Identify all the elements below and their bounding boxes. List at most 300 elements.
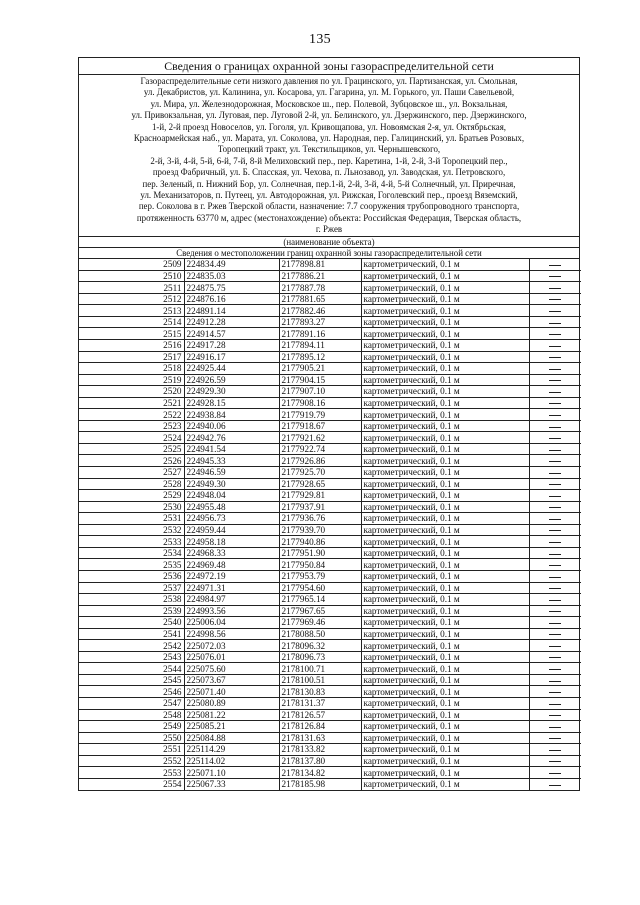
coordinate-x-cell: 224925.44 [184,363,279,375]
point-number-cell: 2539 [79,605,184,617]
description-cell [529,420,581,432]
description-line: ул. Механизаторов, п. Путеец, ул. Автодорожная, ул. Рижская, Гоголевский пер., проезд Вяземский, [140,190,518,201]
table-row [79,409,581,421]
table-row [79,305,581,317]
coordinate-y-cell: 2177928.65 [279,478,361,490]
table-row [79,709,581,721]
description-line: ул. Декабристов, ул. Калинина, ул. Косарова, ул. Гагарина, ул. М. Горького, ул. Паши Савельевой, [143,87,515,98]
coordinate-y-cell: 2177894.11 [279,340,361,352]
description-line: г. Ржев [315,224,343,235]
coordinate-x-cell: 224972.19 [184,570,279,582]
point-number-cell: 2521 [79,397,184,409]
description-line: Торопецкий тракт, ул. Текстильщиков, ул. Чернышевского, [217,144,441,155]
point-number-cell: 2531 [79,513,184,525]
description-cell [529,293,581,305]
coordinate-x-cell: 225067.33 [184,778,279,790]
coordinate-x-cell: 225073.67 [184,674,279,686]
point-number-cell: 2526 [79,455,184,467]
point-number-cell: 2523 [79,420,184,432]
coordinate-y-cell: 2177904.15 [279,374,361,386]
coordinate-y-cell: 2177918.67 [279,420,361,432]
coordinate-y-cell: 2178088.50 [279,628,361,640]
point-number-cell: 2538 [79,594,184,606]
table-row [79,340,581,352]
coordinate-y-cell: 2177950.84 [279,559,361,571]
method-cell: картометрический, 0.1 м [361,536,529,548]
dash-icon [549,461,561,462]
point-number-cell: 2528 [79,478,184,490]
coordinate-y-cell: 2177969.46 [279,617,361,629]
method-cell: картометрический, 0.1 м [361,420,529,432]
table-row [79,605,581,617]
table-row [79,640,581,652]
dash-icon [549,450,561,451]
coordinate-x-cell: 224912.28 [184,316,279,328]
dash-icon [549,646,561,647]
object-name-label: (наименование объекта) [79,236,579,248]
method-cell: картометрический, 0.1 м [361,697,529,709]
description-line: пер. Соколова в г. Ржев Тверской области, назначение: 7.7 сооружения трубопроводного транспорта, [138,201,520,212]
coordinate-y-cell: 2177882.46 [279,305,361,317]
method-cell: картометрический, 0.1 м [361,443,529,455]
point-number-cell: 2542 [79,640,184,652]
method-cell: картометрический, 0.1 м [361,744,529,756]
table-row [79,467,581,479]
coordinate-y-cell: 2178131.37 [279,697,361,709]
description-cell [529,478,581,490]
coordinate-x-cell: 225072.03 [184,640,279,652]
dash-icon [549,357,561,358]
method-cell: картометрический, 0.1 м [361,674,529,686]
description-cell [529,351,581,363]
coordinate-y-cell: 2177965.14 [279,594,361,606]
dash-icon [549,392,561,393]
dash-icon [549,346,561,347]
coordinate-x-cell: 224928.15 [184,397,279,409]
coordinate-x-cell: 224955.48 [184,501,279,513]
coordinate-y-cell: 2178126.57 [279,709,361,721]
dash-icon [549,334,561,335]
description-cell [529,524,581,536]
point-number-cell: 2520 [79,386,184,398]
table-row [79,663,581,675]
table-row [79,570,581,582]
dash-icon [549,288,561,289]
coordinate-x-cell: 225114.29 [184,744,279,756]
dash-icon [549,438,561,439]
page-number: 135 [309,32,331,47]
coordinate-y-cell: 2177908.16 [279,397,361,409]
method-cell: картометрический, 0.1 м [361,351,529,363]
method-cell: картометрический, 0.1 м [361,605,529,617]
dash-icon [549,507,561,508]
description-cell [529,409,581,421]
point-number-cell: 2540 [79,617,184,629]
description-cell [529,617,581,629]
coordinate-y-cell: 2178100.71 [279,663,361,675]
description-cell [529,570,581,582]
coordinate-x-cell: 224942.76 [184,432,279,444]
table-row [79,282,581,294]
dash-icon [549,565,561,566]
dash-icon [549,577,561,578]
dash-icon [549,554,561,555]
description-line: проезд Фабричный, ул. Б. Спасская, ул. Чехова, п. Льнозавод, ул. Заводская, ул. Петровского, [152,167,506,178]
method-cell: картометрический, 0.1 м [361,340,529,352]
method-cell: картометрический, 0.1 м [361,628,529,640]
method-cell: картометрический, 0.1 м [361,513,529,525]
description-cell [529,651,581,663]
description-cell [529,282,581,294]
table-row [79,721,581,733]
dash-icon [549,623,561,624]
point-number-cell: 2543 [79,651,184,663]
coordinate-y-cell: 2177895.12 [279,351,361,363]
point-number-cell: 2519 [79,374,184,386]
table-row [79,478,581,490]
table-row [79,651,581,663]
description-cell [529,270,581,282]
point-number-cell: 2517 [79,351,184,363]
coordinate-y-cell: 2177939.70 [279,524,361,536]
coordinate-x-cell: 224949.30 [184,478,279,490]
description-cell [529,328,581,340]
method-cell: картометрический, 0.1 м [361,524,529,536]
description-line: ул. Мира, ул. Железнодорожная, Московское ш., пер. Полевой, Зубцовское ш., ул. Вокзальная, [150,98,508,109]
coordinate-y-cell: 2177921.62 [279,432,361,444]
coordinate-x-cell: 224968.33 [184,547,279,559]
table-row [79,259,581,271]
point-number-cell: 2527 [79,467,184,479]
dash-icon [549,530,561,531]
description-cell [529,686,581,698]
point-number-cell: 2546 [79,686,184,698]
method-cell: картометрический, 0.1 м [361,778,529,790]
coordinate-y-cell: 2177951.90 [279,547,361,559]
coordinate-x-cell: 225076.01 [184,651,279,663]
point-number-cell: 2554 [79,778,184,790]
method-cell: картометрический, 0.1 м [361,755,529,767]
coordinate-x-cell: 225084.88 [184,732,279,744]
coordinate-y-cell: 2177929.81 [279,490,361,502]
coordinate-y-cell: 2177919.79 [279,409,361,421]
method-cell: картометрический, 0.1 м [361,293,529,305]
table-row [79,501,581,513]
table-row [79,674,581,686]
method-cell: картометрический, 0.1 м [361,490,529,502]
coordinate-x-cell: 225085.21 [184,721,279,733]
coordinate-y-cell: 2178134.82 [279,767,361,779]
description-cell [529,305,581,317]
table-row [79,547,581,559]
dash-icon [549,773,561,774]
description-cell [529,455,581,467]
point-number-cell: 2534 [79,547,184,559]
coordinate-y-cell: 2177954.60 [279,582,361,594]
description-cell [529,594,581,606]
description-cell [529,340,581,352]
table-row [79,744,581,756]
point-number-cell: 2529 [79,490,184,502]
point-number-cell: 2510 [79,270,184,282]
coordinate-x-cell: 224948.04 [184,490,279,502]
coordinate-y-cell: 2177940.86 [279,536,361,548]
coordinate-x-cell: 225071.40 [184,686,279,698]
coordinate-y-cell: 2178131.63 [279,732,361,744]
method-cell: картометрический, 0.1 м [361,594,529,606]
method-cell: картометрический, 0.1 м [361,732,529,744]
description-cell [529,432,581,444]
coordinate-y-cell: 2177926.86 [279,455,361,467]
point-number-cell: 2550 [79,732,184,744]
coordinate-y-cell: 2177893.27 [279,316,361,328]
coordinate-x-cell: 225081.22 [184,709,279,721]
description-cell [529,559,581,571]
method-cell: картометрический, 0.1 м [361,259,529,271]
table-row [79,363,581,375]
description-cell [529,674,581,686]
coordinate-x-cell: 225080.89 [184,697,279,709]
table-row [79,524,581,536]
coordinate-x-cell: 224940.06 [184,420,279,432]
method-cell: картометрический, 0.1 м [361,270,529,282]
coordinate-x-cell: 224916.17 [184,351,279,363]
coordinate-x-cell: 224959.44 [184,524,279,536]
description-line: ул. Привокзальная, ул. Луговая, пер. Луговой 2-й, ул. Белинского, ул. Дзержинского, пер. Дзержинского, [131,110,527,121]
description-cell [529,663,581,675]
document-title: Сведения о границах охранной зоны газораспределительной сети [79,58,579,75]
table-row [79,582,581,594]
dash-icon [549,299,561,300]
method-cell: картометрический, 0.1 м [361,721,529,733]
coordinate-y-cell: 2178130.83 [279,686,361,698]
point-number-cell: 2547 [79,697,184,709]
boundary-info-table [78,57,580,791]
dash-icon [549,761,561,762]
description-cell [529,697,581,709]
table-row [79,513,581,525]
dash-icon [549,473,561,474]
coordinate-x-cell: 225114.02 [184,755,279,767]
coordinate-x-cell: 224946.59 [184,467,279,479]
description-cell [529,547,581,559]
dash-icon [549,542,561,543]
method-cell: картометрический, 0.1 м [361,501,529,513]
coordinate-y-cell: 2178096.73 [279,651,361,663]
point-number-cell: 2553 [79,767,184,779]
table-row [79,490,581,502]
description-cell [529,490,581,502]
point-number-cell: 2513 [79,305,184,317]
method-cell: картометрический, 0.1 м [361,455,529,467]
coordinate-x-cell: 224926.59 [184,374,279,386]
dash-icon [549,369,561,370]
description-line: Красноармейская наб., ул. Марата, ул. Соколова, ул. Народная, пер. Галицинский, ул. Братьев Розовых, [133,133,525,144]
dash-icon [549,738,561,739]
dash-icon [549,600,561,601]
dash-icon [549,704,561,705]
method-cell: картометрический, 0.1 м [361,617,529,629]
dash-icon [549,588,561,589]
coordinate-y-cell: 2178133.82 [279,744,361,756]
object-description [79,75,579,236]
method-cell: картометрический, 0.1 м [361,282,529,294]
method-cell: картометрический, 0.1 м [361,409,529,421]
dash-icon [549,484,561,485]
point-number-cell: 2516 [79,340,184,352]
dash-icon [549,692,561,693]
coordinate-x-cell: 224969.48 [184,559,279,571]
point-number-cell: 2533 [79,536,184,548]
table-row [79,374,581,386]
description-cell [529,605,581,617]
coordinate-x-cell: 224998.56 [184,628,279,640]
description-cell [529,443,581,455]
method-cell: картометрический, 0.1 м [361,478,529,490]
coordinate-x-cell: 225075.60 [184,663,279,675]
dash-icon [549,380,561,381]
table-row [79,767,581,779]
table-row [79,755,581,767]
description-line: протяженность 63770 м, адрес (местонахождение) объекта: Российская Федерация, Тверская область, [136,212,522,223]
coordinate-y-cell: 2177887.78 [279,282,361,294]
point-number-cell: 2522 [79,409,184,421]
description-cell [529,536,581,548]
point-number-cell: 2514 [79,316,184,328]
point-number-cell: 2512 [79,293,184,305]
description-cell [529,767,581,779]
description-cell [529,513,581,525]
coordinate-y-cell: 2177886.21 [279,270,361,282]
coordinate-x-cell: 225006.04 [184,617,279,629]
point-number-cell: 2511 [79,282,184,294]
dash-icon [549,323,561,324]
description-cell [529,397,581,409]
table-row [79,386,581,398]
coordinate-y-cell: 2178185.98 [279,778,361,790]
dash-icon [549,519,561,520]
coordinates-table [79,259,581,790]
dash-icon [549,785,561,786]
description-cell [529,709,581,721]
description-line: пер. Зеленый, п. Нижний Бор, ул. Солнечная, пер.1-й, 2-й, 3-й, 4-й, 5-й Солнечный, ул. Приречная, [142,178,516,189]
description-line: 2-й, 3-й, 4-й, 5-й, 6-й, 7-й, 8-й Мелиховский пер., пер. Каретина, 1-й, 2-й, 3-й Торопецкий пер., [150,155,508,166]
description-cell [529,732,581,744]
method-cell: картометрический, 0.1 м [361,397,529,409]
dash-icon [549,311,561,312]
table-row [79,559,581,571]
table-row [79,397,581,409]
method-cell: картометрический, 0.1 м [361,316,529,328]
coordinate-x-cell: 224929.30 [184,386,279,398]
dash-icon [549,634,561,635]
description-line: Газораспределительные сети низкого давления по ул. Грацинского, ул. Партизанская, ул. Смольная, [140,76,518,86]
method-cell: картометрический, 0.1 м [361,363,529,375]
table-row [79,316,581,328]
coordinate-x-cell: 224938.84 [184,409,279,421]
point-number-cell: 2548 [79,709,184,721]
table-row [79,536,581,548]
coordinate-y-cell: 2177936.76 [279,513,361,525]
point-number-cell: 2552 [79,755,184,767]
point-number-cell: 2518 [79,363,184,375]
coordinate-y-cell: 2178137.80 [279,755,361,767]
table-row [79,432,581,444]
dash-icon [549,669,561,670]
coordinate-y-cell: 2177937.91 [279,501,361,513]
coordinate-x-cell: 225071.10 [184,767,279,779]
point-number-cell: 2515 [79,328,184,340]
dash-icon [549,611,561,612]
description-cell [529,467,581,479]
method-cell: картометрический, 0.1 м [361,651,529,663]
point-number-cell: 2544 [79,663,184,675]
point-number-cell: 2509 [79,259,184,271]
coordinate-y-cell: 2177953.79 [279,570,361,582]
dash-icon [549,750,561,751]
table-row [79,732,581,744]
description-cell [529,363,581,375]
dash-icon [549,715,561,716]
point-number-cell: 2524 [79,432,184,444]
point-number-cell: 2535 [79,559,184,571]
coordinate-x-cell: 224835.03 [184,270,279,282]
description-cell [529,721,581,733]
coordinate-x-cell: 224917.28 [184,340,279,352]
table-row [79,351,581,363]
description-cell [529,778,581,790]
description-cell [529,755,581,767]
table-row [79,778,581,790]
coordinate-x-cell: 224945.33 [184,455,279,467]
coordinate-y-cell: 2177905.21 [279,363,361,375]
description-cell [529,259,581,271]
method-cell: картометрический, 0.1 м [361,374,529,386]
point-number-cell: 2549 [79,721,184,733]
method-cell: картометрический, 0.1 м [361,709,529,721]
coordinate-y-cell: 2177881.65 [279,293,361,305]
table-row [79,617,581,629]
dash-icon [549,681,561,682]
section-title: Сведения о местоположении границ охранной зоны газораспределительной сети [79,248,579,259]
description-cell [529,582,581,594]
coordinate-y-cell: 2178126.84 [279,721,361,733]
coordinate-x-cell: 224958.18 [184,536,279,548]
coordinate-x-cell: 224993.56 [184,605,279,617]
method-cell: картометрический, 0.1 м [361,328,529,340]
coordinate-y-cell: 2177922.74 [279,443,361,455]
description-cell [529,386,581,398]
method-cell: картометрический, 0.1 м [361,570,529,582]
dash-icon [549,403,561,404]
method-cell: картометрический, 0.1 м [361,305,529,317]
dash-icon [549,727,561,728]
point-number-cell: 2532 [79,524,184,536]
point-number-cell: 2551 [79,744,184,756]
method-cell: картометрический, 0.1 м [361,467,529,479]
coordinate-y-cell: 2177925.70 [279,467,361,479]
coordinate-y-cell: 2178096.32 [279,640,361,652]
table-row [79,628,581,640]
table-row [79,293,581,305]
description-cell [529,744,581,756]
method-cell: картометрический, 0.1 м [361,386,529,398]
coordinate-x-cell: 224941.54 [184,443,279,455]
dash-icon [549,657,561,658]
dash-icon [549,415,561,416]
dash-icon [549,276,561,277]
point-number-cell: 2545 [79,674,184,686]
